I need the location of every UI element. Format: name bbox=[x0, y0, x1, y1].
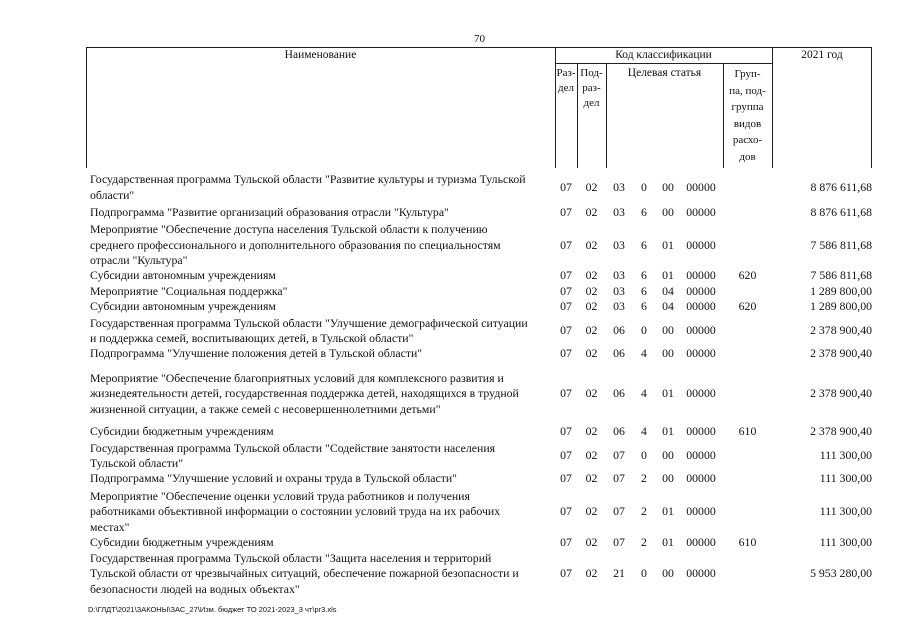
row-amount: 2 378 900,40 bbox=[810, 323, 872, 337]
row-code-pr: 02 bbox=[585, 299, 598, 313]
row-code-c2: 6 bbox=[641, 205, 647, 219]
row-name-line: безопасности людей на водных объектах" bbox=[90, 581, 300, 596]
row-code-c1: 03 bbox=[613, 268, 625, 282]
page-number: 70 bbox=[474, 33, 485, 45]
row-amount: 8 876 611,68 bbox=[810, 179, 872, 194]
row-code-pr: 02 bbox=[585, 504, 598, 518]
row-code-c4: 00000 bbox=[686, 179, 716, 194]
table-row bbox=[86, 488, 872, 536]
row-code-c4: 00000 bbox=[686, 237, 716, 252]
row-name bbox=[90, 205, 560, 221]
row-code-pr: 02 bbox=[585, 179, 598, 194]
row-code-c2: 0 bbox=[641, 179, 647, 194]
row-code-c1: 03 bbox=[613, 299, 625, 313]
row-code-rz: 07 bbox=[560, 504, 572, 518]
row-code-pr: 02 bbox=[585, 205, 598, 219]
row-code-c2: 2 bbox=[641, 535, 647, 549]
table-row bbox=[86, 535, 872, 551]
row-code-c3: 01 bbox=[662, 386, 674, 400]
row-amount: 7 586 811,68 bbox=[810, 237, 872, 252]
row-code-c1: 06 bbox=[613, 424, 625, 438]
row-name-line: жизненной ситуации, а также семей с несовершеннолетними детьми" bbox=[90, 401, 441, 416]
row-code-rz: 07 bbox=[560, 424, 572, 438]
file-path-footer: D:\ГЛДТ\2021\ЗАКОНЫ\ЗАС_27\Изм. бюджет ТО 2021-2023_3 чт\pr3.xls bbox=[88, 605, 337, 614]
row-code-c1: 07 bbox=[613, 504, 625, 518]
table-row bbox=[86, 205, 872, 221]
row-name-line: Мероприятие "Обеспечение благоприятных условий для комплексного развития и bbox=[90, 370, 504, 385]
row-name bbox=[90, 268, 560, 284]
row-code-c4: 00000 bbox=[686, 299, 716, 313]
row-code-vr: 620 bbox=[738, 299, 757, 313]
row-name bbox=[90, 441, 560, 472]
row-code-c4: 00000 bbox=[686, 268, 716, 282]
row-code-c1: 21 bbox=[613, 566, 625, 580]
row-code-rz: 07 bbox=[560, 386, 572, 400]
row-name bbox=[90, 172, 560, 203]
table-row bbox=[86, 370, 872, 418]
row-name bbox=[90, 346, 560, 362]
row-code-rz: 07 bbox=[560, 535, 572, 549]
table-row bbox=[86, 315, 872, 347]
row-amount: 2 378 900,40 bbox=[810, 424, 872, 438]
row-code-c2: 6 bbox=[641, 237, 647, 252]
row-name-line: Мероприятие "Обеспечение оценки условий труда работников и получения bbox=[90, 488, 470, 503]
row-code-c2: 4 bbox=[641, 424, 647, 438]
row-code-c3: 00 bbox=[662, 323, 674, 337]
row-code-c1: 07 bbox=[613, 448, 625, 462]
row-amount: 2 378 900,40 bbox=[810, 346, 872, 360]
table-row bbox=[86, 471, 872, 487]
row-code-c3: 04 bbox=[662, 283, 674, 298]
row-code-pr: 02 bbox=[585, 346, 598, 360]
row-code-c3: 00 bbox=[662, 448, 674, 462]
row-code-c1: 03 bbox=[613, 283, 625, 298]
target-article-header: Целевая статья bbox=[627, 67, 702, 79]
row-code-c2: 0 bbox=[641, 448, 647, 462]
row-code-rz: 07 bbox=[560, 346, 572, 360]
row-code-c3: 01 bbox=[662, 535, 674, 549]
row-name bbox=[90, 489, 560, 536]
row-code-c3: 00 bbox=[662, 471, 674, 485]
row-code-c2: 2 bbox=[641, 471, 647, 485]
classification-code-header: Код классификации bbox=[615, 49, 712, 61]
row-name-line: Тульской области от чрезвычайных ситуаций, обеспечение пожарной безопасности и bbox=[90, 566, 519, 581]
row-code-c4: 00000 bbox=[686, 283, 716, 298]
row-name bbox=[90, 535, 560, 551]
row-code-c1: 03 bbox=[613, 237, 625, 252]
table-row bbox=[86, 346, 872, 362]
row-code-pr: 02 bbox=[585, 386, 598, 400]
row-code-c4: 00000 bbox=[686, 205, 716, 219]
row-code-c2: 2 bbox=[641, 504, 647, 518]
row-amount: 111 300,00 bbox=[819, 535, 872, 549]
row-amount: 111 300,00 bbox=[819, 448, 872, 462]
row-code-c2: 4 bbox=[641, 346, 647, 360]
row-name-line: Субсидии бюджетным учреждениям bbox=[90, 535, 274, 550]
row-code-c3: 01 bbox=[662, 237, 674, 252]
row-amount: 1 289 800,00 bbox=[810, 283, 872, 298]
row-amount: 111 300,00 bbox=[819, 504, 872, 518]
row-name-line: области" bbox=[90, 187, 135, 202]
row-code-rz: 07 bbox=[560, 448, 572, 462]
table-row bbox=[86, 268, 872, 284]
row-code-c3: 01 bbox=[662, 268, 674, 282]
row-name-line: Субсидии автономным учреждениям bbox=[90, 268, 276, 283]
row-code-pr: 02 bbox=[585, 424, 598, 438]
row-code-rz: 07 bbox=[560, 566, 572, 580]
row-name bbox=[90, 222, 560, 269]
row-code-c1: 07 bbox=[613, 471, 625, 485]
row-amount: 5 953 280,00 bbox=[810, 566, 872, 580]
row-code-c2: 6 bbox=[641, 299, 647, 313]
row-code-c1: 03 bbox=[613, 205, 625, 219]
row-name-line: отрасли "Культура" bbox=[90, 253, 188, 268]
row-code-c2: 6 bbox=[641, 283, 647, 298]
table-row bbox=[86, 222, 872, 269]
row-code-rz: 07 bbox=[560, 237, 572, 252]
row-code-c1: 06 bbox=[613, 386, 625, 400]
row-name bbox=[90, 284, 560, 300]
row-amount: 1 289 800,00 bbox=[810, 299, 872, 313]
row-code-c3: 00 bbox=[662, 179, 674, 194]
row-code-pr: 02 bbox=[585, 448, 598, 462]
row-code-rz: 07 bbox=[560, 179, 572, 194]
podrazdel-header: Под- раз- дел bbox=[580, 67, 603, 109]
row-code-c3: 00 bbox=[662, 346, 674, 360]
row-name-line: среднего профессионального и дополнительного образования по специальностям bbox=[90, 237, 501, 252]
row-code-pr: 02 bbox=[585, 268, 598, 282]
row-name-line: Тульской области" bbox=[90, 456, 184, 470]
row-code-vr: 610 bbox=[738, 424, 757, 438]
row-code-c1: 03 bbox=[613, 179, 625, 194]
row-code-c4: 00000 bbox=[686, 471, 716, 485]
row-name-line: Подпрограмма "Улучшение положения детей в Тульской области" bbox=[90, 346, 423, 361]
row-code-rz: 07 bbox=[560, 283, 572, 298]
row-amount: 2 378 900,40 bbox=[810, 386, 872, 400]
row-code-c4: 00000 bbox=[686, 323, 716, 337]
expense-group-header: Груп- па, под- группа видов расхо- дов bbox=[729, 68, 766, 163]
row-name-line: Подпрограмма "Улучшение условий и охраны труда в Тульской области" bbox=[90, 471, 457, 486]
table-row bbox=[86, 424, 872, 440]
row-name-line: Субсидии автономным учреждениям bbox=[90, 299, 276, 314]
row-name bbox=[90, 424, 560, 440]
table-header bbox=[86, 47, 872, 168]
row-code-c3: 04 bbox=[662, 299, 674, 313]
row-name-line: Государственная программа Тульской области "Защита населения и территорий bbox=[90, 550, 492, 565]
row-code-c4: 00000 bbox=[686, 566, 716, 580]
row-code-pr: 02 bbox=[585, 471, 598, 485]
row-code-c4: 00000 bbox=[686, 448, 716, 462]
row-name bbox=[90, 316, 560, 347]
row-code-rz: 07 bbox=[560, 268, 572, 282]
table-row bbox=[86, 284, 872, 299]
row-code-rz: 07 bbox=[560, 323, 572, 337]
row-amount: 8 876 611,68 bbox=[810, 205, 872, 219]
row-code-c4: 00000 bbox=[686, 424, 716, 438]
row-name-line: жизнедеятельности детей, государственная поддержка детей, находящихся в трудной bbox=[90, 386, 519, 401]
table-row bbox=[86, 172, 872, 203]
row-code-c3: 01 bbox=[662, 424, 674, 438]
row-name-line: Мероприятие "Социальная поддержка" bbox=[90, 284, 288, 298]
table-row bbox=[86, 299, 872, 315]
row-code-pr: 02 bbox=[585, 237, 598, 252]
row-name bbox=[90, 371, 560, 418]
row-code-c2: 6 bbox=[641, 268, 647, 282]
column-name-header: Наименование bbox=[284, 49, 357, 61]
row-code-pr: 02 bbox=[585, 535, 598, 549]
row-code-rz: 07 bbox=[560, 205, 572, 219]
row-code-vr: 620 bbox=[738, 268, 757, 282]
row-code-c2: 4 bbox=[641, 386, 647, 400]
row-code-c2: 0 bbox=[641, 323, 647, 337]
row-code-c4: 00000 bbox=[686, 346, 716, 360]
row-code-c3: 00 bbox=[662, 566, 674, 580]
row-name-line: работниками объективной информации о состоянии условий труда на их рабочих bbox=[90, 504, 501, 519]
razdel-header: Раз- дел bbox=[556, 67, 576, 94]
row-code-rz: 07 bbox=[560, 299, 572, 313]
year-header: 2021 год bbox=[801, 49, 843, 61]
row-name-line: Государственная программа Тульской области "Улучшение демографической ситуации bbox=[90, 315, 528, 330]
row-name-line: Субсидии бюджетным учреждениям bbox=[90, 424, 274, 439]
row-code-pr: 02 bbox=[585, 283, 598, 298]
row-code-c4: 00000 bbox=[686, 386, 716, 400]
row-code-c1: 06 bbox=[613, 323, 625, 337]
row-code-c2: 0 bbox=[641, 566, 647, 580]
row-name-line: Государственная программа Тульской области "Содействие занятости населения bbox=[90, 440, 496, 455]
row-name-line: Государственная программа Тульской области "Развитие культуры и туризма Тульской bbox=[90, 172, 526, 186]
row-name-line: Мероприятие "Обеспечение доступа населения Тульской области к получению bbox=[90, 222, 488, 237]
table-row bbox=[86, 440, 872, 472]
row-code-vr: 610 bbox=[738, 535, 757, 549]
row-name-line: и поддержка семей, воспитывающих детей, в Тульской области" bbox=[90, 331, 414, 345]
table-row bbox=[86, 550, 872, 598]
row-code-c1: 06 bbox=[613, 346, 625, 360]
row-code-pr: 02 bbox=[585, 323, 598, 337]
row-name bbox=[90, 299, 560, 315]
row-name bbox=[90, 551, 560, 598]
row-code-rz: 07 bbox=[560, 471, 572, 485]
row-amount: 7 586 811,68 bbox=[810, 268, 872, 282]
row-name-line: Подпрограмма "Развитие организаций образования отрасли "Культура" bbox=[90, 205, 449, 220]
row-code-c3: 01 bbox=[662, 504, 674, 518]
row-code-pr: 02 bbox=[585, 566, 598, 580]
row-name-line: местах" bbox=[90, 519, 130, 534]
row-code-c1: 07 bbox=[613, 535, 625, 549]
row-amount: 111 300,00 bbox=[819, 471, 872, 485]
row-name bbox=[90, 471, 560, 487]
row-code-c3: 00 bbox=[662, 205, 674, 219]
row-code-c4: 00000 bbox=[686, 535, 716, 549]
row-code-c4: 00000 bbox=[686, 504, 716, 518]
